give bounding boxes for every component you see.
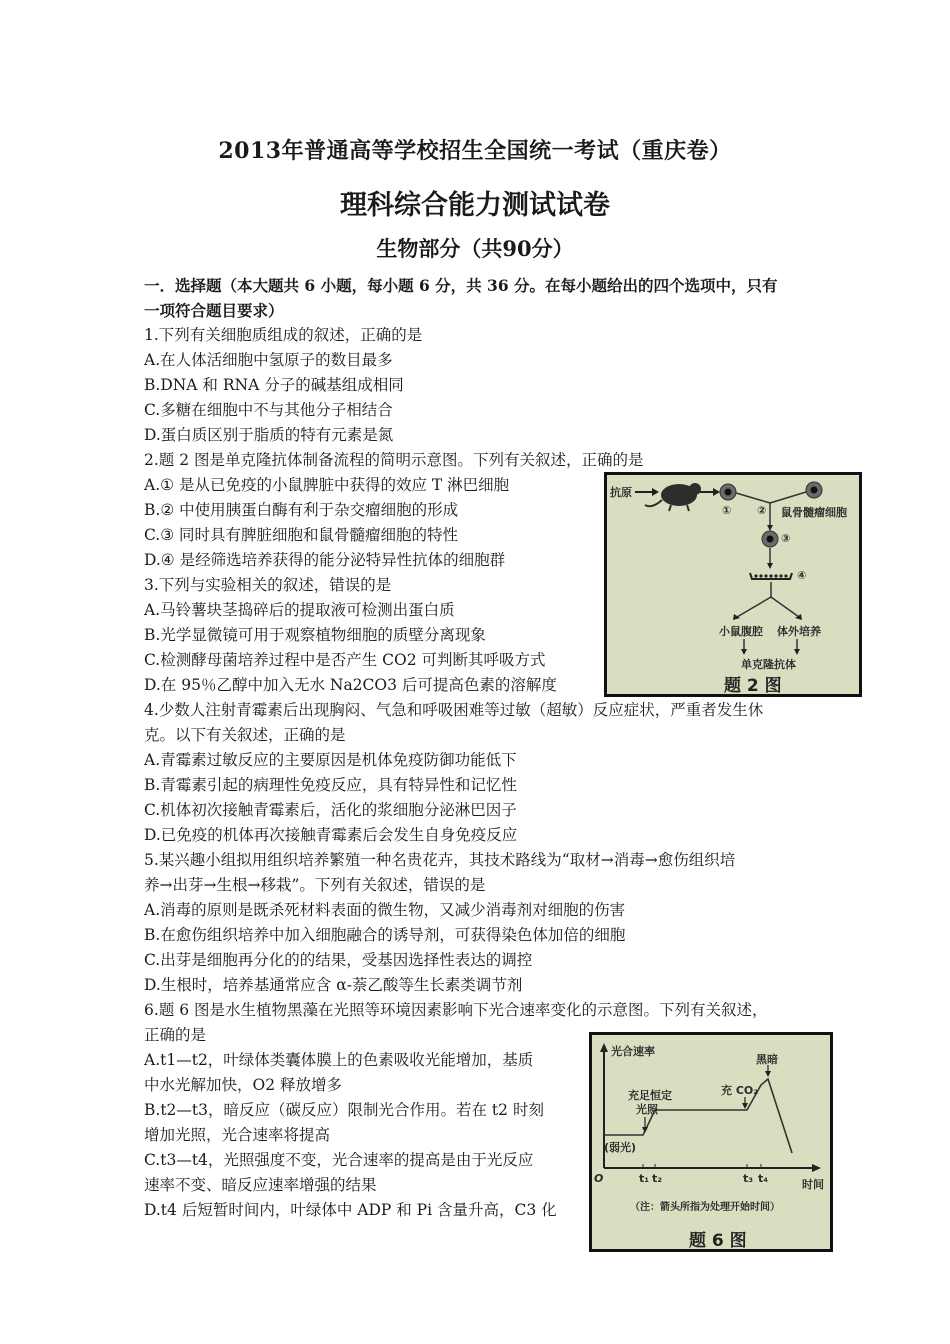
question-1-option-a: A.在人体活细胞中氢原子的数目最多 [144, 351, 393, 369]
question-3-option-c: C.检测酵母菌培养过程中是否产生 CO2 可判断其呼吸方式 [144, 651, 546, 669]
question-4-stem-line-2: 克。以下有关叙述，正确的是 [144, 726, 346, 744]
question-3-stem: 3.下列与实验相关的叙述，错误的是 [144, 576, 392, 594]
figure-6-co2-label: 充 CO₂ [721, 1084, 759, 1097]
question-5-option-d: D.生根时，培养基通常应含 α-萘乙酸等生长素类调节剂 [144, 976, 523, 994]
question-6-option-d-line-1: D.t4 后短暂时间内，叶绿体中 ADP 和 Pi 含量升高，C3 化 [144, 1201, 557, 1219]
question-5-stem-line-2: 养→出芽→生根→移栽”。下列有关叙述，错误的是 [144, 876, 486, 894]
question-1-option-c: C.多糖在细胞中不与其他分子相结合 [144, 401, 393, 419]
figure-2-monoclonal-antibody-diagram [604, 472, 862, 697]
figure-2-in-vitro-label: 体外培养 [777, 625, 821, 638]
figure-2-label-3: ③ [781, 532, 791, 545]
question-2-option-d: D.④ 是经筛选培养获得的能分泌特异性抗体的细胞群 [144, 551, 506, 569]
question-5-option-a: A.消毒的原则是既杀死材料表面的微生物，又减少消毒剂对细胞的伤害 [144, 901, 626, 919]
figure-2-label-1: ① [722, 504, 732, 517]
figure-6-dark-label: 黑暗 [756, 1053, 778, 1066]
figure-2-label-2: ② [757, 504, 767, 517]
figure-2-myeloma-label: 鼠骨髓瘤细胞 [781, 506, 847, 519]
question-4-option-b: B.青霉素引起的病理性免疫反应，具有特异性和记忆性 [144, 776, 517, 794]
mouse-icon [645, 483, 701, 511]
figure-2-antigen-label: 抗原 [610, 486, 632, 499]
figure-6-t3-label: t₃ [743, 1172, 754, 1185]
figure-2-mouse-abdomen-label: 小鼠腹腔 [719, 625, 763, 638]
figure-2-caption: 题 2 图 [724, 676, 782, 696]
question-1-stem: 1.下列有关细胞质组成的叙述，正确的是 [144, 326, 423, 344]
question-4-option-c: C.机体初次接触青霉素后，活化的浆细胞分泌淋巴因子 [144, 801, 517, 819]
question-4-option-d: D.已免疫的机体再次接触青霉素后会发生自身免疫反应 [144, 826, 518, 844]
figure-2-antibody-label: 单克隆抗体 [741, 658, 796, 671]
figure-6-t2-label: t₂ [652, 1172, 663, 1185]
question-4-option-a: A.青霉素过敏反应的主要原因是机体免疫防御功能低下 [144, 751, 517, 769]
question-6-option-c-line-2: 速率不变、暗反应速率增强的结果 [144, 1176, 377, 1194]
instructions-line-1: 一．选择题（本大题共 6 小题，每小题 6 分，共 36 分。在每小题给出的四个选项中，只有 [144, 276, 778, 295]
question-2-option-a: A.① 是从已免疫的小鼠脾脏中获得的效应 T 淋巴细胞 [144, 476, 510, 494]
question-6-option-b-line-2: 增加光照，光合速率将提高 [144, 1126, 331, 1144]
question-2-option-b: B.② 中使用胰蛋白酶有利于杂交瘤细胞的形成 [144, 501, 459, 519]
figure-6-caption: 题 6 图 [689, 1231, 747, 1251]
question-3-option-b: B.光学显微镜可用于观察植物细胞的质壁分离现象 [144, 626, 486, 644]
exam-title: 2013年普通高等学校招生全国统一考试（重庆卷） [218, 138, 732, 164]
figure-6-sufficient-light-label-2: 光照 [636, 1103, 658, 1116]
question-6-option-c-line-1: C.t3—t4，光照强度不变，光合速率的提高是由于光反应 [144, 1151, 534, 1169]
question-5-stem-line-1: 5.某兴趣小组拟用组织培养繁殖一种名贵花卉，其技术路线为“取材→消毒→愈伤组织培 [144, 851, 736, 869]
question-5-option-c: C.出芽是细胞再分化的的结果，受基因选择性表达的调控 [144, 951, 533, 969]
question-2-option-c: C.③ 同时具有脾脏细胞和鼠骨髓瘤细胞的特性 [144, 526, 459, 544]
figure-6-note: （注：箭头所指为处理开始时间） [630, 1202, 780, 1213]
figure-6-t1-label: t₁ [639, 1172, 650, 1185]
question-4-stem-line-1: 4.少数人注射青霉素后出现胸闷、气急和呼吸困难等过敏（超敏）反应症状，严重者发生休 [144, 701, 764, 719]
figure-6-y-axis-label: 光合速率 [611, 1045, 655, 1058]
figure-6-t4-label: t₄ [758, 1172, 769, 1185]
instructions-line-2: 一项符合题目要求） [144, 301, 284, 320]
question-6-option-a-line-1: A.t1—t2，叶绿体类囊体膜上的色素吸收光能增加，基质 [144, 1051, 534, 1069]
question-1-option-d: D.蛋白质区别于脂质的特有元素是氮 [144, 426, 394, 444]
figure-6-x-axis-label: 时间 [802, 1178, 824, 1191]
figure-6-weak-light-label: (弱光) [604, 1141, 637, 1154]
question-6-stem-line-1: 6.题 6 图是水生植物黑藻在光照等环境因素影响下光合速率变化的示意图。下列有关叙述， [144, 1001, 768, 1019]
question-2-stem: 2.题 2 图是单克隆抗体制备流程的简明示意图。下列有关叙述，正确的是 [144, 451, 644, 469]
exam-subtitle: 理科综合能力测试试卷 [340, 190, 610, 221]
figure-2-label-4: ④ [797, 569, 807, 582]
question-3-option-a: A.马铃薯块茎捣碎后的提取液可检测出蛋白质 [144, 601, 455, 619]
question-6-stem-line-2: 正确的是 [144, 1026, 207, 1044]
figure-6-origin-label: O [594, 1172, 604, 1185]
figure-6-photosynthesis-chart [589, 1032, 833, 1252]
section-title: 生物部分（共90分） [376, 236, 574, 261]
question-5-option-b: B.在愈伤组织培养中加入细胞融合的诱导剂，可获得染色体加倍的细胞 [144, 926, 626, 944]
question-6-option-a-line-2: 中水光解加快，O2 释放增多 [144, 1076, 342, 1094]
question-6-option-b-line-1: B.t2—t3，暗反应（碳反应）限制光合作用。若在 t2 时刻 [144, 1101, 544, 1119]
question-3-option-d: D.在 95％乙醇中加入无水 Na2CO3 后可提高色素的溶解度 [144, 676, 557, 694]
figure-6-sufficient-light-label-1: 充足恒定 [628, 1089, 672, 1102]
question-1-option-b: B.DNA 和 RNA 分子的碱基组成相同 [144, 376, 404, 394]
